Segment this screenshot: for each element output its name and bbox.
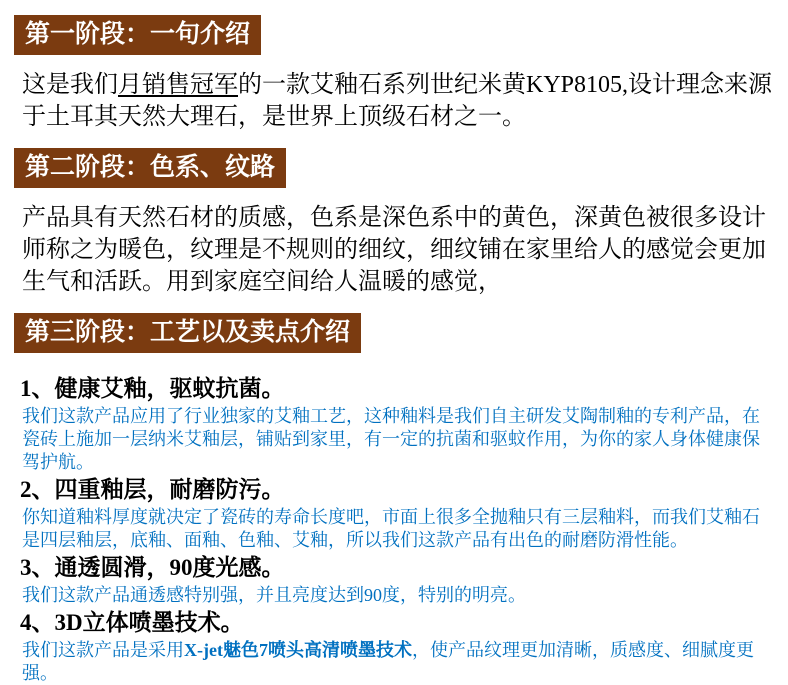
stage3-item-3 <box>14 554 770 607</box>
stage3-item-4-desc-lead: 我们这款产品是采用 <box>22 640 184 660</box>
stage3-item-4 <box>14 609 770 685</box>
stage1-header-bar <box>14 15 261 55</box>
stage3-header-label: 第三阶段：工艺以及卖点介绍 <box>25 318 351 346</box>
stage1-text-underlined: 月销售冠军 <box>118 72 238 98</box>
stage2-header-label: 第二阶段：色系、纹路 <box>25 153 276 181</box>
stage3-item-1 <box>14 375 770 474</box>
stage1-paragraph <box>22 69 772 133</box>
stage3-item-4-desc-bold: X-jet魅色7喷头高清喷墨技术 <box>184 640 412 660</box>
stage2-paragraph: 产品具有天然石材的质感，色系是深色系中的黄色，深黄色被很多设计师称之为暖色，纹理是不规则的细纹，细纹铺在家里给人的感觉会更加生气和活跃。用到家庭空间给人温暖的感觉， <box>22 205 766 295</box>
stage1-text-rest: 的一款艾釉石系列世纪米黄KYP8105,设计理念来源于土耳其天然大理石，是世界上顶级石材之一。 <box>22 72 773 130</box>
stage3-header-bar <box>14 313 361 353</box>
stage3-item-3-description: 我们这款产品通透感特别强，并且亮度达到90度，特别的明亮。 <box>22 585 526 605</box>
stage3-item-4-description <box>22 639 770 685</box>
stage3-item-4-desc-rest: ，使产品纹理更加清晰，质感度、细腻度更强。 <box>22 640 754 683</box>
stage3-item-2-description: 你知道釉料厚度就决定了瓷砖的寿命长度吧，市面上很多全抛釉只有三层釉料，而我们艾釉石是四层釉层，底釉、面釉、色釉、艾釉，所以我们这款产品有出色的耐磨防滑性能。 <box>22 507 760 550</box>
stage1-text-lead: 这是我们 <box>22 72 118 98</box>
stage3-item-2 <box>14 476 770 552</box>
stage1-header-label: 第一阶段：一句介绍 <box>25 20 251 48</box>
stage3-item-3-title: 3、通透圆滑，90度光感。 <box>20 555 285 580</box>
stage3-item-1-title: 1、健康艾釉，驱蚊抗菌。 <box>20 376 285 401</box>
stage3-item-4-title: 4、3D立体喷墨技术。 <box>20 610 244 635</box>
stage3-item-2-title: 2、四重釉层，耐磨防污。 <box>20 477 285 502</box>
stage3-item-1-description: 我们这款产品应用了行业独家的艾釉工艺，这种釉料是我们自主研发艾陶制釉的专利产品，在瓷砖上施加一层纳米艾釉层，铺贴到家里，有一定的抗菌和驱蚊作用，为你的家人身体健康保驾护航。 <box>22 406 760 472</box>
stage2-header-bar <box>14 148 286 188</box>
